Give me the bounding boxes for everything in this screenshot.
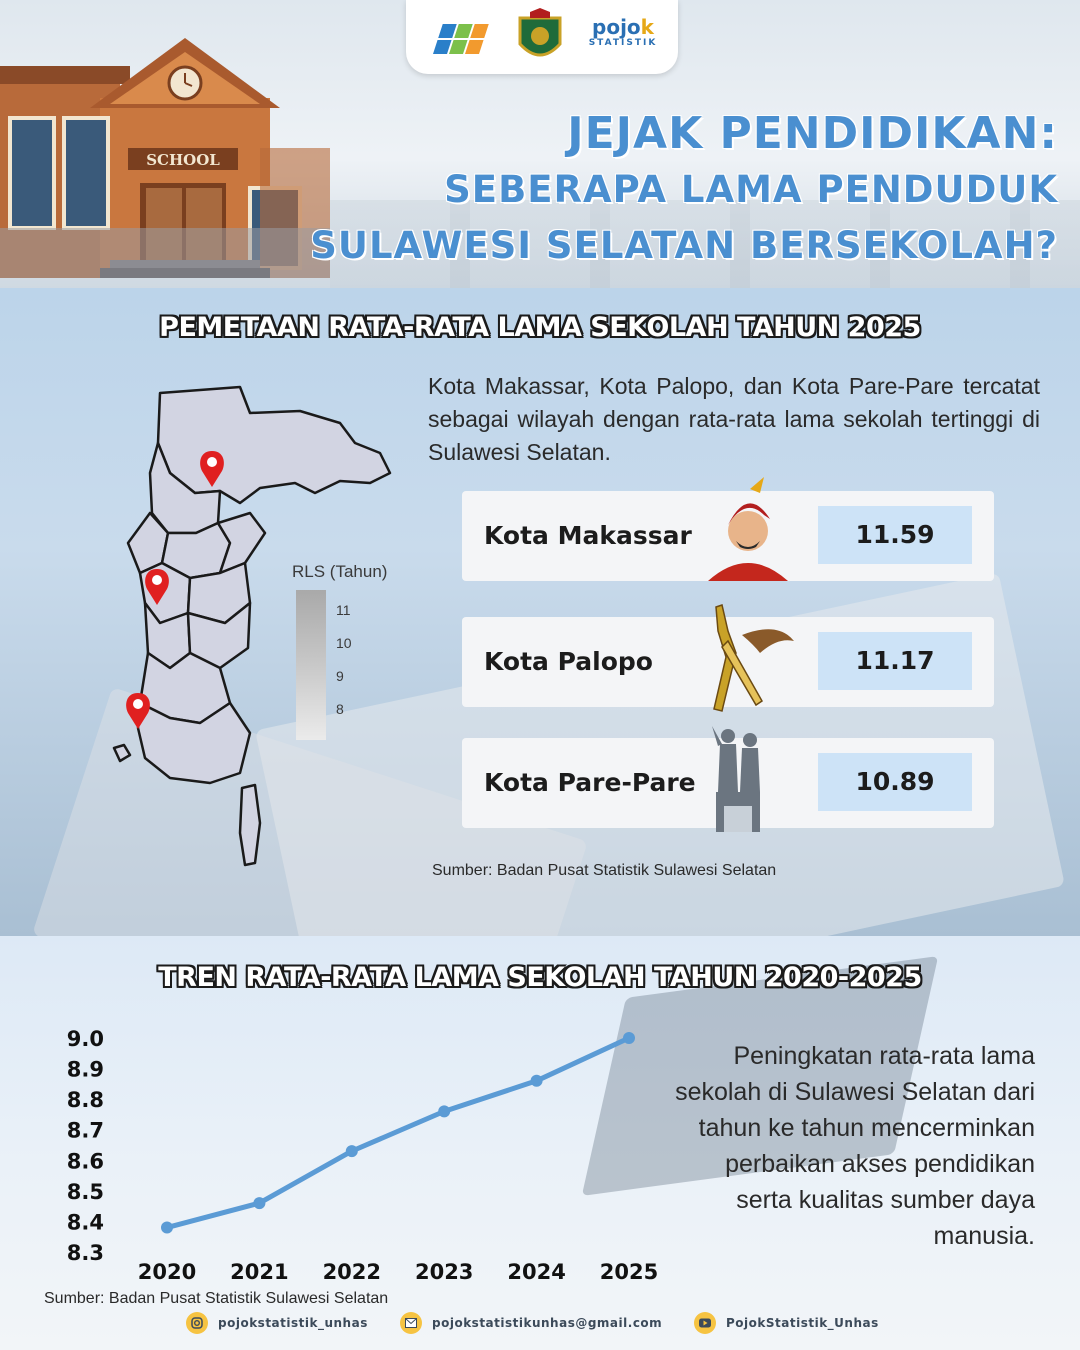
data-point <box>438 1105 450 1117</box>
legend-tick: 9 <box>336 668 344 684</box>
bps-logo-icon <box>430 14 502 60</box>
unhas-logo-icon <box>514 8 566 68</box>
email-contact[interactable] <box>400 1310 662 1336</box>
legend-tick: 8 <box>336 701 344 717</box>
keris-dagger-icon <box>698 601 798 721</box>
page-title <box>310 106 1058 274</box>
instagram-icon <box>186 1312 208 1334</box>
map-section-heading: PEMETAAN RATA-RATA LAMA SEKOLAH TAHUN 2025 <box>159 312 921 343</box>
legend-title: RLS (Tahun) <box>292 562 388 581</box>
region-value: 10.89 <box>818 753 972 811</box>
y-tick-label: 8.6 <box>66 1149 104 1174</box>
school-building-illustration <box>0 38 330 288</box>
series-line <box>167 1038 629 1228</box>
legend-tick: 11 <box>336 602 351 618</box>
youtube-icon <box>694 1312 716 1334</box>
pojok-wordmark: pojok <box>592 15 654 39</box>
monument-statue-icon <box>698 722 778 834</box>
x-tick-label: 2022 <box>322 1260 382 1284</box>
trend-line-chart <box>0 936 700 1286</box>
region-name: Kota Makassar <box>484 521 692 550</box>
data-point <box>161 1222 173 1234</box>
region-name: Kota Palopo <box>484 647 653 676</box>
title-line-3: SULAWESI SELATAN BERSEKOLAH? <box>310 224 1058 267</box>
trend-section-heading: TREN RATA-RATA LAMA SEKOLAH TAHUN 2020-2025 <box>158 962 922 993</box>
region-card-parepare <box>462 738 994 828</box>
data-point <box>253 1197 265 1209</box>
mail-icon <box>400 1312 422 1334</box>
map-section <box>0 288 1080 936</box>
region-value: 11.59 <box>818 506 972 564</box>
school-sign: SCHOOL <box>146 151 220 169</box>
x-tick-label: 2023 <box>414 1260 474 1284</box>
y-tick-label: 8.3 <box>66 1241 104 1265</box>
youtube-contact[interactable] <box>694 1310 879 1336</box>
footer-contacts <box>0 1310 1080 1336</box>
trend-section <box>0 936 1080 1350</box>
map-legend <box>292 562 388 717</box>
data-point <box>346 1145 358 1157</box>
region-name: Kota Pare-Pare <box>484 768 696 797</box>
y-tick-label: 8.9 <box>66 1057 104 1082</box>
pojok-statistik-logo <box>578 16 668 48</box>
data-point <box>623 1032 635 1044</box>
x-tick-label: 2025 <box>599 1260 659 1284</box>
map-source-note: Sumber: Badan Pusat Statistik Sulawesi Selatan <box>432 862 777 879</box>
y-tick-label: 8.4 <box>66 1210 104 1235</box>
map-region-north <box>158 387 390 503</box>
legend-tick: 10 <box>336 635 352 651</box>
y-tick-label: 9.0 <box>66 1027 104 1051</box>
instagram-handle: pojokstatistik_unhas <box>218 1316 368 1330</box>
region-value: 11.17 <box>818 632 972 690</box>
title-line-1: JEJAK PENDIDIKAN: <box>567 108 1058 159</box>
email-address: pojokstatistikunhas@gmail.com <box>432 1316 663 1330</box>
sulawesi-selatan-map <box>100 383 420 883</box>
logo-bar <box>406 0 678 74</box>
header-banner <box>0 0 1080 288</box>
makassar-warrior-icon <box>698 475 798 585</box>
map-region-island <box>114 745 130 761</box>
title-line-2: SEBERAPA LAMA PENDUDUK <box>444 168 1058 211</box>
y-tick-label: 8.5 <box>66 1179 104 1204</box>
x-tick-label: 2021 <box>230 1260 289 1284</box>
map-description: Kota Makassar, Kota Palopo, dan Kota Pare-Pare tercatat sebagai wilayah dengan rata-rata lama sekolah tertinggi di Sulawesi Selatan. <box>428 373 1040 465</box>
legend-color-scale <box>296 590 326 740</box>
trend-source-note: Sumber: Badan Pusat Statistik Sulawesi Selatan <box>44 1290 389 1307</box>
region-card-makassar <box>462 491 994 581</box>
x-tick-label: 2020 <box>137 1260 197 1284</box>
instagram-contact[interactable] <box>186 1310 368 1336</box>
youtube-channel: PojokStatistik_Unhas <box>726 1316 879 1330</box>
data-point <box>531 1075 543 1087</box>
map-region-selayar <box>240 785 260 865</box>
statistik-wordmark: STATISTIK <box>588 38 658 48</box>
region-card-palopo <box>462 617 994 707</box>
y-tick-label: 8.7 <box>66 1118 104 1143</box>
x-tick-label: 2024 <box>507 1260 566 1284</box>
y-tick-label: 8.8 <box>66 1088 104 1113</box>
trend-description: Peningkatan rata-rata lama sekolah di Sulawesi Selatan dari tahun ke tahun mencerminkan perbaikan akses pendidikan serta kualitas sumber daya manusia. <box>675 1042 1035 1250</box>
